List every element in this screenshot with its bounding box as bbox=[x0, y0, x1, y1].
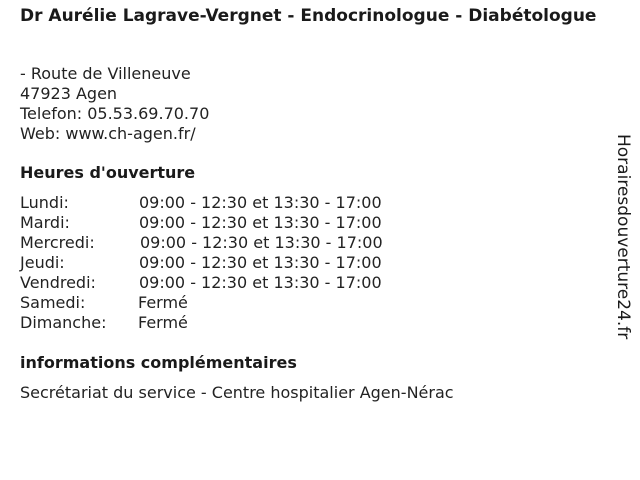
hours-time: 09:00 - 12:30 et 13:30 - 17:00 bbox=[140, 233, 383, 252]
page-title: Dr Aurélie Lagrave-Vergnet - Endocrinologue - Diabétologue bbox=[20, 6, 597, 26]
hours-day: Lundi: bbox=[20, 193, 69, 212]
address-street: - Route de Villeneuve bbox=[20, 64, 191, 83]
hours-heading: Heures d'ouverture bbox=[20, 163, 196, 182]
hours-time: Fermé bbox=[138, 313, 188, 332]
info-text: Secrétariat du service - Centre hospitalier Agen-Nérac bbox=[20, 383, 454, 402]
hours-day: Dimanche: bbox=[20, 313, 107, 332]
hours-day: Vendredi: bbox=[20, 273, 96, 292]
hours-day: Jeudi: bbox=[20, 253, 65, 272]
address-web: Web: www.ch-agen.fr/ bbox=[20, 124, 196, 143]
address-phone: Telefon: 05.53.69.70.70 bbox=[20, 104, 210, 123]
hours-time: 09:00 - 12:30 et 13:30 - 17:00 bbox=[139, 253, 382, 272]
address-city: 47923 Agen bbox=[20, 84, 118, 103]
hours-day: Mercredi: bbox=[20, 233, 95, 252]
info-heading: informations complémentaires bbox=[20, 353, 297, 372]
hours-time: 09:00 - 12:30 et 13:30 - 17:00 bbox=[139, 193, 382, 212]
hours-time: Fermé bbox=[138, 293, 188, 312]
hours-time: 09:00 - 12:30 et 13:30 - 17:00 bbox=[139, 213, 382, 232]
site-watermark: Horairesdouverture24.fr bbox=[613, 134, 633, 340]
hours-day: Mardi: bbox=[20, 213, 70, 232]
address-block bbox=[20, 64, 209, 144]
hours-day: Samedi: bbox=[20, 293, 86, 312]
hours-time: 09:00 - 12:30 et 13:30 - 17:00 bbox=[139, 273, 382, 292]
